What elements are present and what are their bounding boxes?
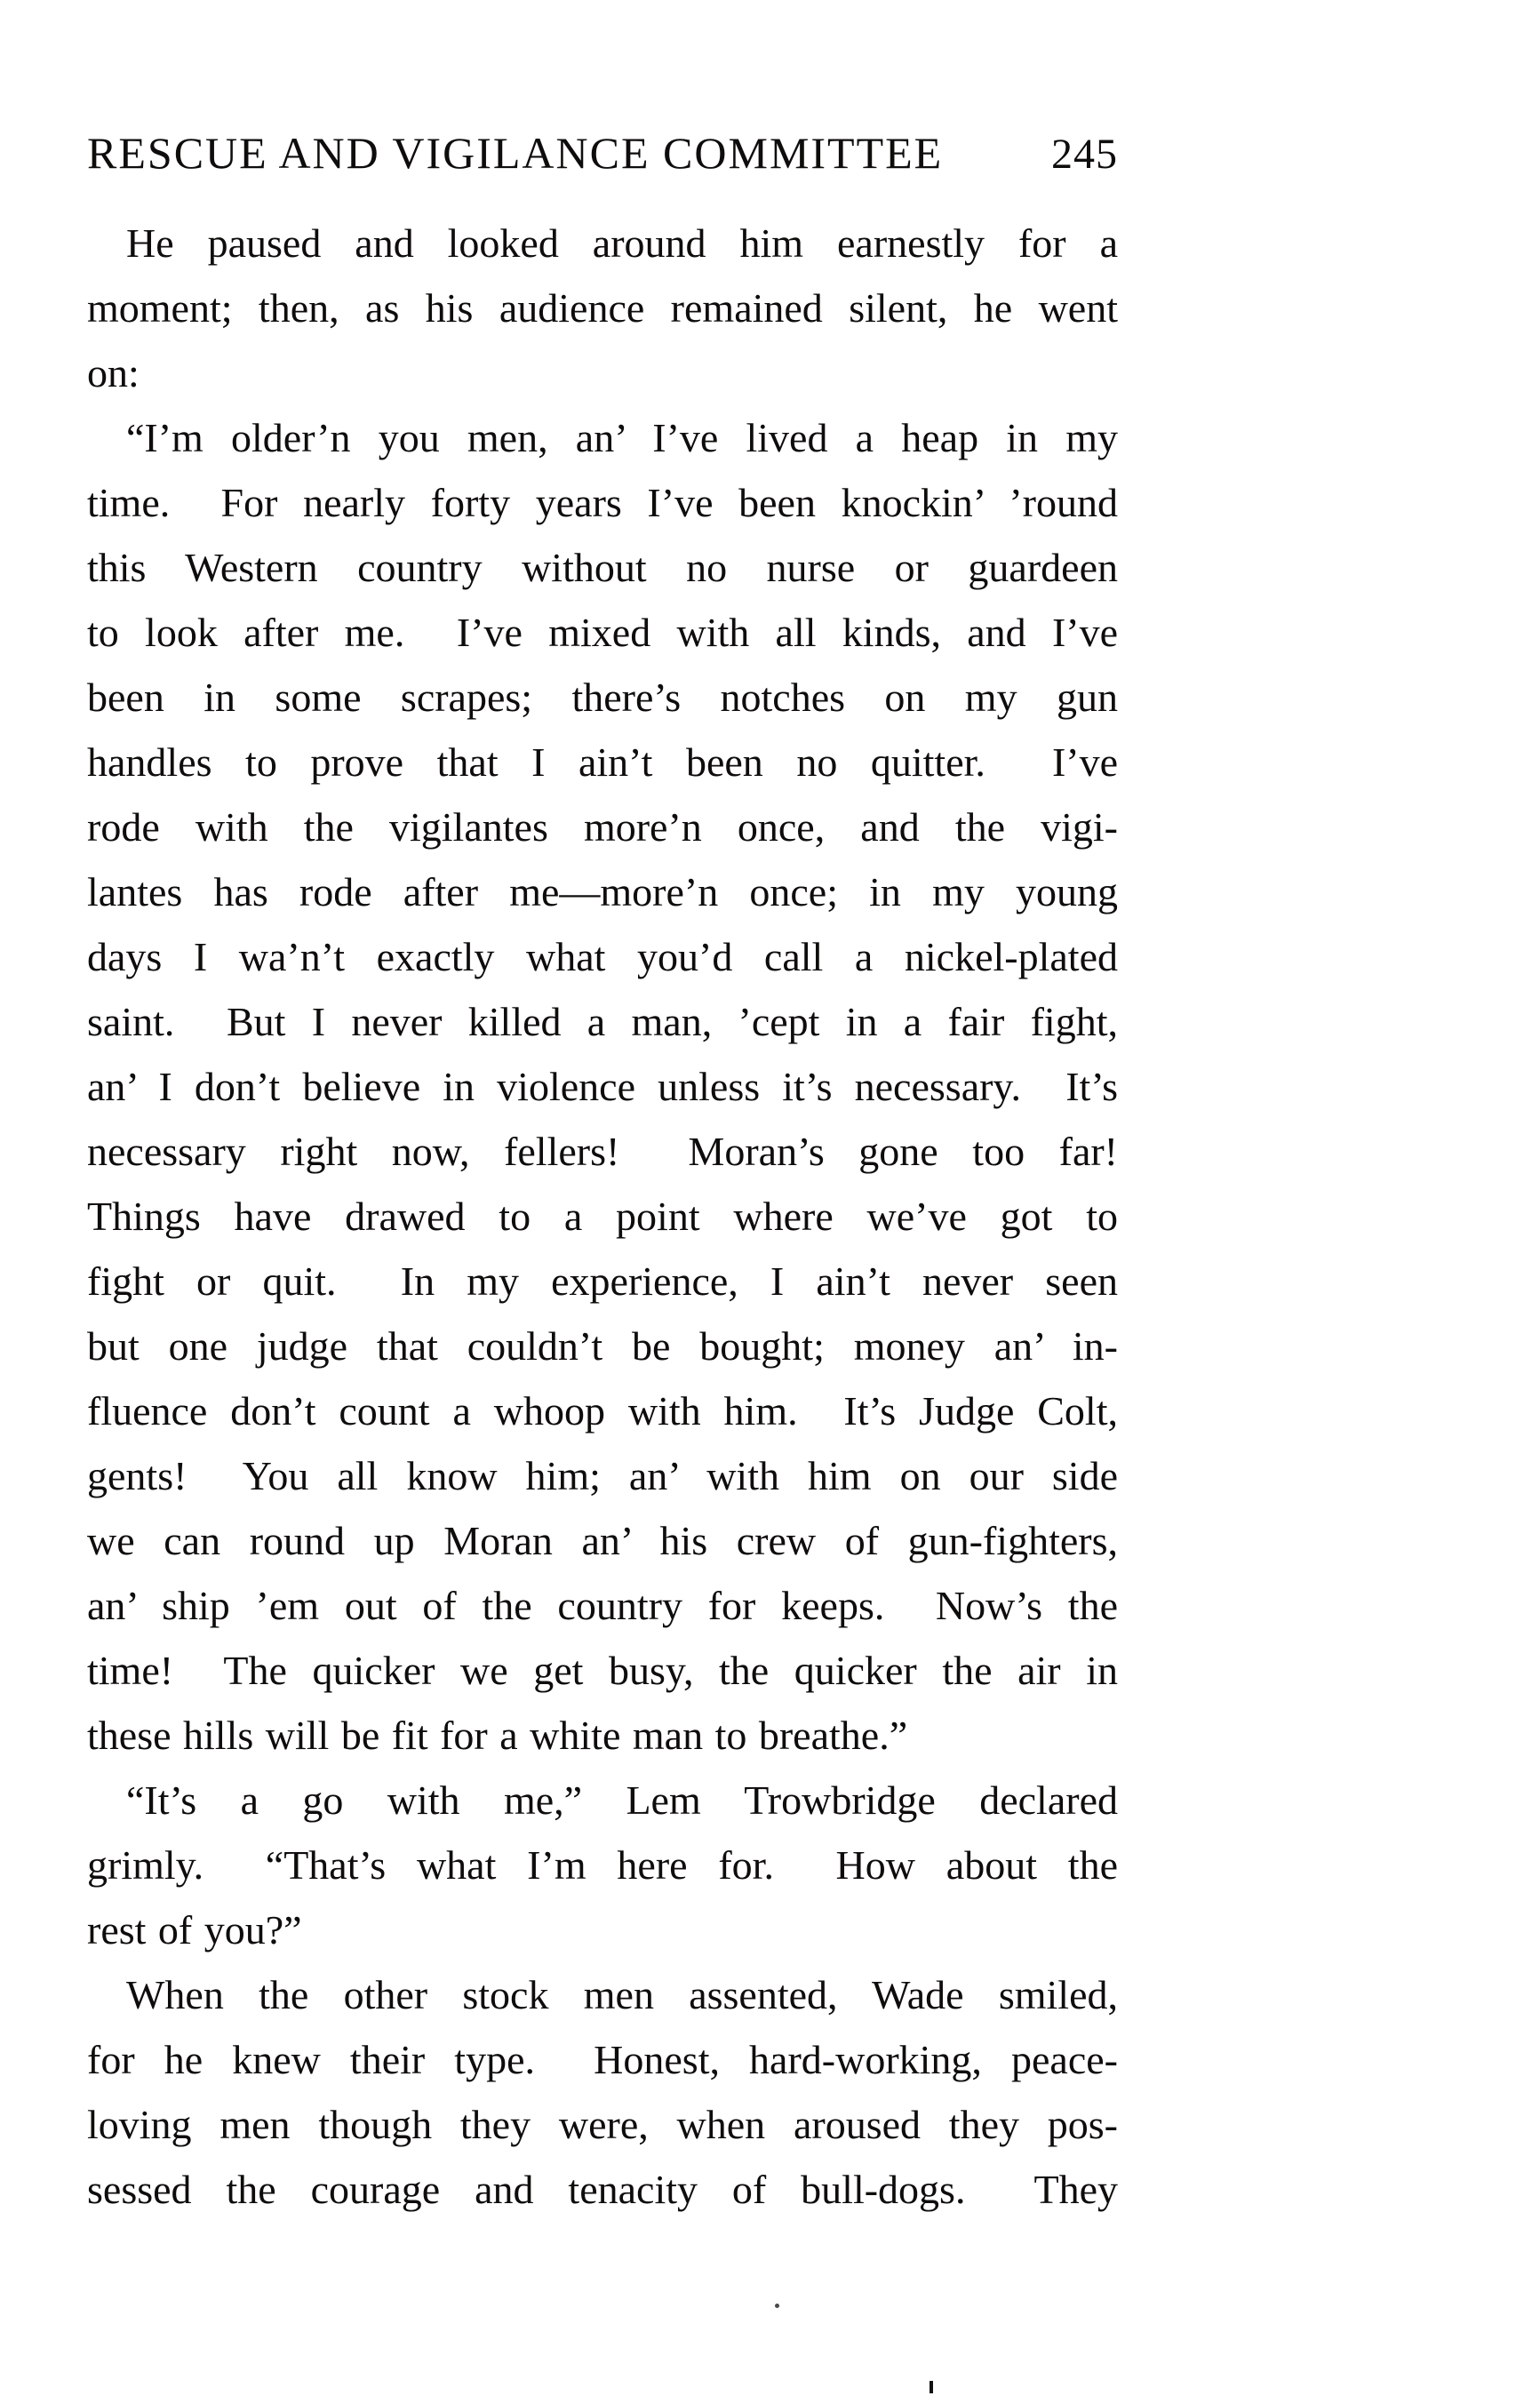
scan-artifact-dot: [775, 2304, 779, 2308]
text-line: we can round up Moran an’ his crew of gun-fighters,: [87, 1518, 1118, 1563]
text-line: lantes has rode after me—more’n once; in my young: [87, 869, 1118, 914]
text-line: handles to prove that I ain’t been no quitter. I’ve: [87, 739, 1118, 785]
text-line: time. For nearly forty years I’ve been knockin’ ’round: [87, 480, 1118, 525]
text-line: to look after me. I’ve mixed with all kinds, and I’ve: [87, 610, 1118, 655]
text-line: these hills will be fit for a white man to breathe.”: [87, 1713, 908, 1758]
text-line: but one judge that couldn’t be bought; money an’ in-: [87, 1323, 1118, 1369]
text-line: fight or quit. In my experience, I ain’t never seen: [87, 1258, 1118, 1304]
paragraph-1: [87, 211, 1118, 405]
scan-artifact-tick: [930, 2381, 933, 2393]
text-line: Things have drawed to a point where we’ve got to: [87, 1194, 1118, 1239]
text-line: rest of you?”: [87, 1907, 302, 1953]
text-line: an’ ship ’em out of the country for keeps. Now’s the: [87, 1583, 1118, 1628]
text-line: days I wa’n’t exactly what you’d call a nickel-plated: [87, 934, 1118, 979]
text-line: fluence don’t count a whoop with him. It’s Judge Colt,: [87, 1388, 1118, 1434]
page-number: 245: [1051, 131, 1118, 178]
text-line: saint. But I never killed a man, ’cept in a fair fight,: [87, 999, 1118, 1044]
text-line: moment; then, as his audience remained silent, he went: [87, 285, 1118, 331]
text-line: grimly. “That’s what I’m here for. How about the: [87, 1842, 1118, 1888]
text-line: necessary right now, fellers! Moran’s gone too far!: [87, 1129, 1118, 1174]
text-line: gents! You all know him; an’ with him on our side: [87, 1453, 1118, 1498]
text-block: [87, 129, 1118, 2222]
text-line: been in some scrapes; there’s notches on my gun: [87, 675, 1118, 720]
text-line: on:: [87, 350, 140, 395]
text-line: He paused and looked around him earnestly for a: [126, 220, 1118, 266]
text-line: for he knew their type. Honest, hard-working, peace-: [87, 2037, 1118, 2082]
text-line: “It’s a go with me,” Lem Trowbridge declared: [126, 1777, 1118, 1823]
running-header-title: RESCUE AND VIGILANCE COMMITTEE: [87, 128, 944, 178]
paragraph-4: [87, 1962, 1118, 2222]
paragraph-3: [87, 1768, 1118, 1962]
paragraph-2: [87, 405, 1118, 1768]
text-line: sessed the courage and tenacity of bull-dogs. They: [87, 2167, 1118, 2212]
text-line: When the other stock men assented, Wade smiled,: [126, 1972, 1118, 2017]
text-line: time! The quicker we get busy, the quicker the air in: [87, 1648, 1118, 1693]
text-line: loving men though they were, when aroused they pos-: [87, 2102, 1118, 2147]
running-header: [87, 129, 1118, 179]
text-line: “I’m older’n you men, an’ I’ve lived a heap in my: [126, 415, 1118, 460]
text-line: an’ I don’t believe in violence unless it’s necessary. It’s: [87, 1064, 1118, 1109]
text-line: rode with the vigilantes more’n once, and the vigi-: [87, 804, 1118, 850]
text-line: this Western country without no nurse or guardeen: [87, 545, 1118, 590]
